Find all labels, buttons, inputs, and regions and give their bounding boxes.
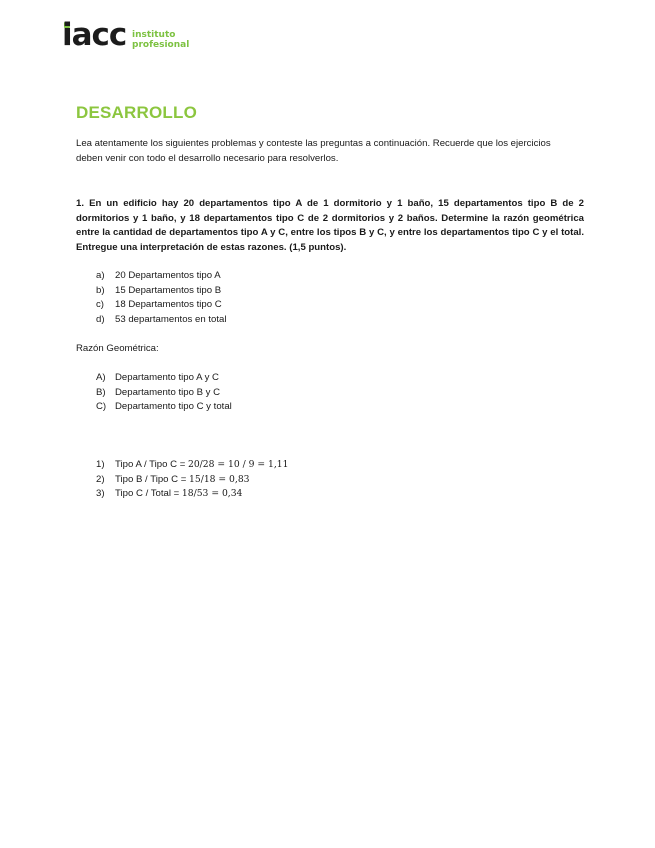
list-item-text: 53 departamentos en total (115, 313, 227, 325)
ratio-formula: 20/28 = 10 / 9 = 1,11 (187, 459, 289, 470)
ratio-pairs-list (96, 371, 232, 415)
ratio-label: Tipo C / Total = (115, 488, 182, 500)
list-item (96, 298, 226, 313)
section-heading: DESARROLLO (76, 103, 197, 122)
list-marker: d) (96, 313, 105, 325)
problem-statement: 1. En un edificio hay 20 departamentos tipo A de 1 dormitorio y 1 baño, 15 departamentos tipo B de 2 dormitorios y 1 baño, y 18 departamentos tipo C de 2 dormitorios y 2 baños. Determine la razón geométrica entre la cantidad de departamentos tipo A y C, entre los tipos B y C, y entre los departamentos tipo C y el total. Entregue una interpretación de estas razones. (1,5 puntos). (76, 198, 584, 253)
list-item (96, 371, 232, 386)
list-marker: 3) (96, 488, 105, 500)
data-list (96, 269, 226, 327)
list-marker: 1) (96, 459, 105, 470)
logo-wordmark: iacc (62, 17, 127, 53)
ratio-results-list (96, 458, 288, 502)
list-item-text: 15 Departamentos tipo B (115, 284, 222, 296)
list-marker: a) (96, 270, 105, 281)
list-item (96, 269, 226, 284)
intro-paragraph: Lea atentamente los siguientes problemas y conteste las preguntas a continuación. Recuerde que los ejercicios deben venir con todo el desarrollo necesario para resolverlos. (76, 138, 551, 164)
list-marker: b) (96, 284, 105, 296)
list-marker: c) (96, 299, 104, 311)
list-item (96, 313, 226, 328)
list-marker: B) (96, 386, 106, 398)
ratio-label: Tipo B / Tipo C = (115, 473, 190, 485)
list-marker: C) (96, 401, 107, 413)
list-item-text: Departamento tipo B y C (115, 386, 221, 398)
logo-subtitle (132, 30, 189, 50)
list-item (96, 487, 288, 502)
razon-geometrica-label: Razón Geométrica: (76, 343, 159, 354)
list-item (96, 386, 232, 401)
list-item-text: Departamento tipo C y total (115, 401, 232, 413)
list-item (96, 400, 232, 415)
logo-subtitle-line2: profesional (132, 40, 190, 50)
list-marker: A) (96, 372, 106, 383)
list-item-text: 20 Departamentos tipo A (115, 270, 221, 281)
list-marker: 2) (96, 473, 105, 485)
list-item (96, 473, 288, 488)
logo-subtitle-line1: instituto (132, 30, 176, 40)
list-item-text: 18 Departamentos tipo C (115, 299, 222, 311)
list-item (96, 458, 288, 473)
list-item (96, 284, 226, 299)
ratio-label: Tipo A / Tipo C = (115, 459, 188, 470)
ratio-formula: 18/53 = 0,34 (181, 488, 243, 500)
list-item-text: Departamento tipo A y C (115, 372, 219, 383)
ratio-formula: 15/18 = 0,83 (189, 473, 250, 485)
